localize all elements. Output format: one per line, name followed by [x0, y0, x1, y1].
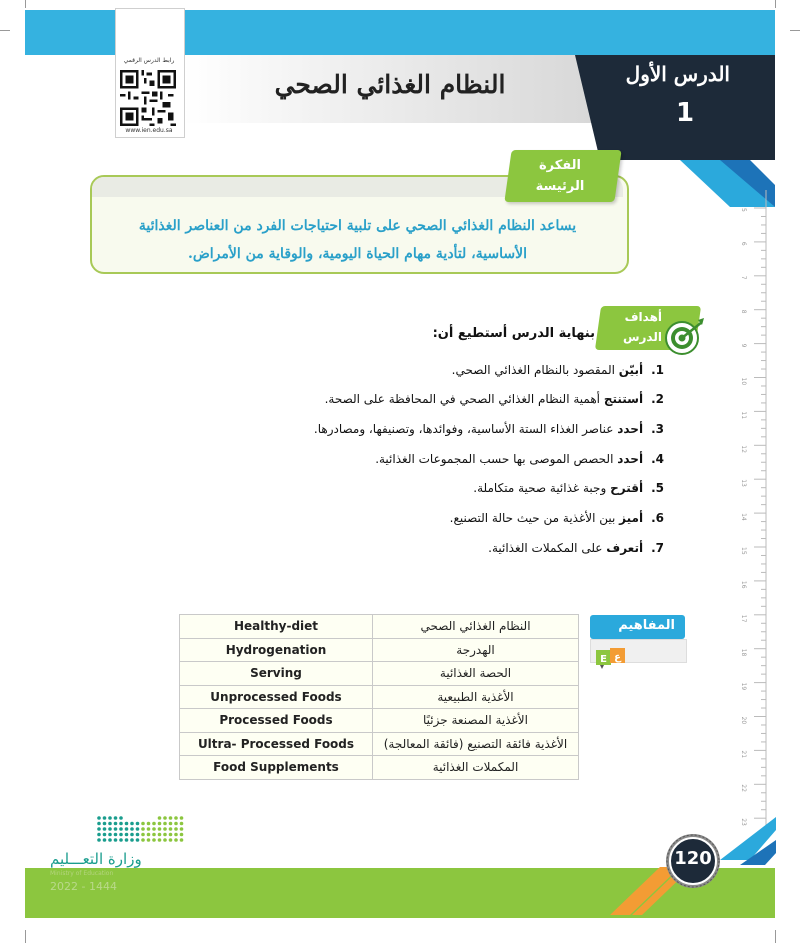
lang-ar-letter: ع — [614, 652, 621, 663]
ruler-label: 20 — [740, 716, 747, 725]
objectives-tag-line2: الدرس — [622, 330, 662, 344]
objectives-tag-line1: أهداف — [624, 310, 662, 324]
ministry-year: 2022 - 1444 — [50, 880, 117, 893]
logo-dot — [169, 838, 173, 842]
objective-text: وجبة غذائية صحية متكاملة. — [473, 481, 611, 495]
logo-dot — [158, 827, 162, 831]
objective-item — [488, 541, 664, 555]
logo-dot — [136, 827, 140, 831]
logo-dot — [114, 838, 118, 842]
lesson-title: النظام الغذائي الصحي — [274, 70, 506, 99]
logo-dot — [130, 833, 134, 837]
logo-dot — [108, 822, 112, 826]
table-row — [180, 732, 579, 756]
ruler-label: 10 — [740, 377, 747, 386]
objective-text: عناصر الغذاء الستة الأساسية، وفوائدها، وتصنيفها، ومصادرها. — [313, 422, 618, 436]
logo-dot — [97, 827, 101, 831]
ruler-label: 21 — [740, 750, 747, 759]
logo-dot — [174, 833, 178, 837]
logo-dot — [103, 827, 107, 831]
qr-caption: رابط الدرس الرقمي — [123, 57, 175, 64]
logo-dot — [130, 827, 134, 831]
concept-arabic: الهدرجة — [373, 638, 579, 662]
ruler-label: 7 — [740, 275, 747, 280]
logo-dot — [97, 838, 101, 842]
objective-number: 7. — [651, 541, 664, 555]
logo-dot — [97, 822, 101, 826]
objective-number: 5. — [651, 481, 664, 495]
crop-mark — [775, 930, 776, 943]
crop-mark — [25, 930, 26, 943]
objective-item — [375, 452, 664, 466]
main-idea-tag-line2: الرئيسة — [535, 179, 585, 194]
logo-dot — [119, 827, 123, 831]
objective-text: على المكملات الغذائية. — [488, 541, 607, 555]
table-row — [180, 662, 579, 686]
objective-verb: أستنتج — [603, 392, 644, 406]
concept-arabic: الأغذية الطبيعية — [373, 685, 579, 709]
objective-text: المقصود بالنظام الغذائي الصحي. — [451, 363, 619, 377]
logo-dot — [163, 838, 167, 842]
concept-arabic: النظام الغذائي الصحي — [373, 615, 579, 639]
objective-item — [473, 481, 664, 495]
ruler-label: 23 — [740, 818, 747, 826]
objective-number: 2. — [651, 392, 664, 406]
table-row — [180, 615, 579, 639]
ruler-label: 19 — [740, 682, 747, 691]
objective-number: 1. — [651, 363, 664, 377]
logo-dot — [152, 838, 156, 842]
lesson-number: 1 — [675, 98, 695, 128]
logo-dot — [108, 833, 112, 837]
logo-dot — [103, 838, 107, 842]
ministry-name: وزارة التعـــليم — [50, 850, 142, 868]
crop-mark — [790, 30, 800, 31]
objective-item — [450, 511, 664, 525]
table-row — [180, 685, 579, 709]
logo-dot — [125, 833, 129, 837]
table-row — [180, 756, 579, 780]
ruler-label: 17 — [740, 614, 747, 623]
qr-code-icon[interactable] — [120, 70, 176, 126]
logo-dot — [114, 833, 118, 837]
crop-mark — [25, 0, 26, 8]
logo-dot — [147, 822, 151, 826]
ministry-logo-icon — [95, 812, 185, 846]
objective-verb: أبيّن — [618, 363, 644, 377]
objective-item — [314, 422, 664, 436]
logo-dot — [114, 822, 118, 826]
language-icon — [596, 648, 632, 670]
logo-dot — [114, 816, 118, 820]
logo-dot — [141, 827, 145, 831]
logo-dot — [163, 816, 167, 820]
logo-dot — [147, 833, 151, 837]
concept-english: Unprocessed Foods — [180, 685, 373, 709]
logo-dot — [125, 838, 129, 842]
logo-dot — [119, 833, 123, 837]
objective-number: 4. — [651, 452, 664, 466]
logo-dot — [180, 838, 184, 842]
objective-verb: أقترح — [610, 481, 644, 495]
logo-dot — [169, 833, 173, 837]
main-idea-text — [105, 212, 610, 268]
logo-dot — [152, 827, 156, 831]
concept-arabic: الحصة الغذائية — [373, 662, 579, 686]
ruler-label: 6 — [740, 241, 747, 246]
ruler-label: 16 — [740, 580, 747, 589]
logo-dot — [174, 827, 178, 831]
logo-dot — [141, 838, 145, 842]
lesson-label: الدرس الأول — [625, 62, 730, 86]
ruler-label: 13 — [740, 479, 747, 487]
logo-dot — [158, 838, 162, 842]
concept-english: Processed Foods — [180, 709, 373, 733]
logo-dot — [180, 822, 184, 826]
concept-english: Healthy-diet — [180, 615, 373, 639]
logo-dot — [152, 822, 156, 826]
logo-dot — [163, 827, 167, 831]
logo-dot — [119, 838, 123, 842]
logo-dot — [180, 827, 184, 831]
page-number: 120 — [674, 848, 712, 869]
table-row — [180, 709, 579, 733]
logo-dot — [136, 822, 140, 826]
logo-dot — [97, 816, 101, 820]
objective-verb: أحدد — [617, 452, 644, 466]
ruler-label: 18 — [740, 648, 747, 657]
logo-dot — [119, 822, 123, 826]
logo-dot — [108, 827, 112, 831]
logo-dot — [114, 827, 118, 831]
concept-arabic: الأغذية المصنعة جزئيًا — [373, 709, 579, 733]
logo-dot — [169, 816, 173, 820]
logo-dot — [169, 827, 173, 831]
concept-english: Ultra- Processed Foods — [180, 732, 373, 756]
objective-text: أهمية النظام الغذائي الصحي في المحافظة على الصحة. — [324, 392, 604, 406]
objective-text: الحصص الموصى بها حسب المجموعات الغذائية. — [375, 452, 618, 466]
main-idea-tag-line1: الفكرة — [538, 158, 581, 173]
logo-dot — [141, 833, 145, 837]
logo-dot — [180, 816, 184, 820]
side-ruler — [740, 190, 776, 830]
ruler-label: 11 — [740, 411, 747, 420]
concept-english: Serving — [180, 662, 373, 686]
logo-dot — [141, 822, 145, 826]
concepts-table — [179, 614, 579, 780]
ruler-label: 14 — [740, 513, 747, 521]
logo-dot — [147, 838, 151, 842]
table-row — [180, 638, 579, 662]
logo-dot — [125, 827, 129, 831]
logo-dot — [97, 833, 101, 837]
logo-dot — [163, 833, 167, 837]
crop-mark — [0, 30, 10, 31]
main-idea-line1: يساعد النظام الغذائي الصحي على تلبية احتياجات الفرد من العناصر الغذائية — [138, 218, 577, 234]
ruler-label: 22 — [740, 784, 747, 792]
qr-url[interactable]: www.ien.edu.sa — [125, 127, 173, 134]
logo-dot — [136, 833, 140, 837]
lang-en-letter: E — [600, 654, 607, 665]
logo-dot — [158, 816, 162, 820]
logo-dot — [180, 833, 184, 837]
logo-dot — [103, 816, 107, 820]
objectives-intro: بنهاية الدرس أستطيع أن: — [432, 326, 595, 341]
logo-dot — [103, 822, 107, 826]
concept-english: Food Supplements — [180, 756, 373, 780]
logo-dot — [108, 838, 112, 842]
main-idea-line2: الأساسية، لتأدية مهام الحياة اليومية، والوقاية من الأمراض. — [187, 246, 528, 262]
ruler-label: 8 — [740, 309, 747, 314]
ministry-subtitle: Ministry of Education — [50, 870, 114, 877]
target-icon — [664, 316, 704, 356]
logo-dot — [147, 827, 151, 831]
objective-item — [325, 392, 664, 406]
concept-arabic: المكملات الغذائية — [373, 756, 579, 780]
logo-dot — [130, 838, 134, 842]
logo-dot — [174, 816, 178, 820]
logo-dot — [158, 833, 162, 837]
logo-dot — [174, 822, 178, 826]
ruler-label: 9 — [740, 343, 747, 348]
logo-dot — [108, 816, 112, 820]
objective-text: بين الأغذية من حيث حالة التصنيع. — [449, 511, 620, 525]
logo-dot — [174, 838, 178, 842]
ruler-label: 15 — [740, 547, 747, 555]
logo-dot — [136, 838, 140, 842]
logo-dot — [152, 833, 156, 837]
concepts-tag-label: المفاهيم — [618, 618, 675, 633]
objective-item — [452, 363, 664, 377]
logo-dot — [169, 822, 173, 826]
logo-dot — [163, 822, 167, 826]
logo-dot — [158, 822, 162, 826]
objective-verb: أتعرف — [606, 541, 644, 555]
objective-verb: أحدد — [617, 422, 644, 436]
ruler-label: 5 — [740, 208, 747, 212]
crop-mark — [775, 0, 776, 8]
ruler-label: 12 — [740, 445, 747, 453]
logo-dot — [130, 822, 134, 826]
objective-number: 6. — [651, 511, 664, 525]
concept-arabic: الأغذية فائقة التصنيع (فائقة المعالجة) — [373, 732, 579, 756]
logo-dot — [119, 816, 123, 820]
logo-dot — [103, 833, 107, 837]
logo-dot — [125, 822, 129, 826]
objective-number: 3. — [651, 422, 664, 436]
objective-verb: أميز — [619, 511, 644, 525]
concept-english: Hydrogenation — [180, 638, 373, 662]
